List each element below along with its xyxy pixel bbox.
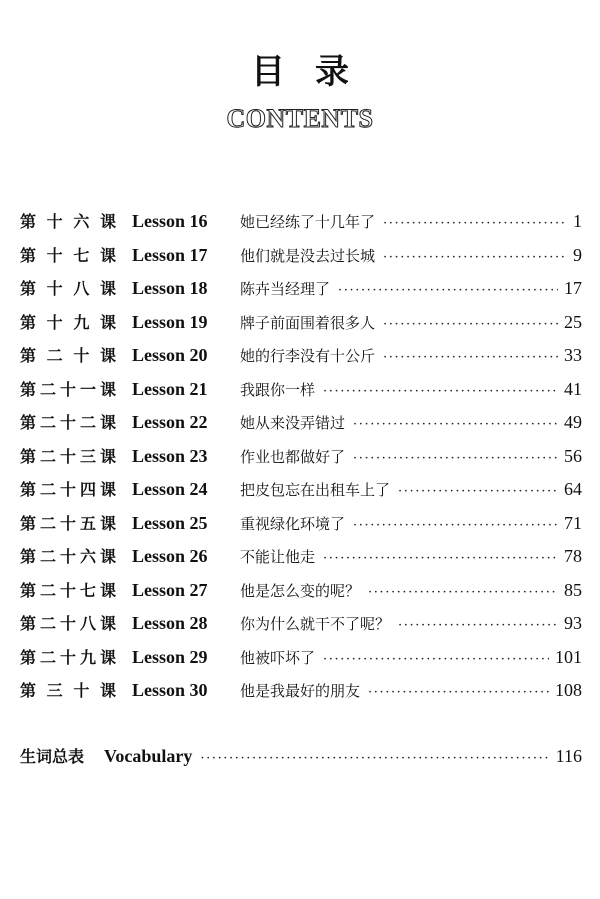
dot-leader <box>368 576 558 610</box>
lesson-number-char: 十 <box>46 279 63 298</box>
lesson-number-zh <box>20 205 116 239</box>
lesson-number-char: 第 <box>20 547 37 566</box>
lesson-number-char: 二 <box>39 413 56 432</box>
lesson-number-char: 八 <box>73 279 90 298</box>
lesson-number-en: Lesson 22 <box>132 412 208 432</box>
lesson-number-en: Lesson 21 <box>132 378 208 399</box>
toc-entry[interactable] <box>20 440 582 474</box>
lesson-number-char: 十 <box>59 547 76 566</box>
lesson-title: 牌子前面围着很多人 <box>240 313 376 332</box>
lesson-number-char: 第 <box>20 279 37 298</box>
lesson-number-zh <box>20 540 116 574</box>
lesson-number-zh <box>20 674 116 708</box>
toc-entry-vocabulary[interactable] <box>20 740 582 774</box>
lesson-number-char: 七 <box>73 245 90 265</box>
lesson-number-en: Lesson 19 <box>132 311 208 332</box>
lesson-number-zh <box>20 574 116 608</box>
toc-entry[interactable] <box>20 306 582 340</box>
lesson-number-zh <box>20 306 116 340</box>
toc-entry[interactable] <box>20 205 582 239</box>
dot-leader <box>323 643 549 677</box>
toc-entry[interactable] <box>20 674 582 708</box>
page-number: 9 <box>573 244 582 265</box>
lesson-number-char: 八 <box>79 614 96 633</box>
lesson-number-zh <box>20 607 116 641</box>
page-number: 85 <box>564 579 582 600</box>
dot-leader <box>353 509 558 543</box>
lesson-number-char: 第 <box>20 346 37 365</box>
lesson-number-en: Lesson 29 <box>132 646 208 667</box>
toc-entry[interactable] <box>20 272 582 306</box>
lesson-number-char: 课 <box>99 346 116 365</box>
lesson-number-char: 第 <box>20 681 37 700</box>
toc-entry[interactable] <box>20 239 582 273</box>
toc-entry[interactable] <box>20 574 582 608</box>
lesson-number-char: 二 <box>39 547 56 566</box>
lesson-title: 你为什么就干不了呢？ <box>240 615 391 633</box>
lesson-number-char: 三 <box>79 446 96 466</box>
lesson-number-char: 二 <box>39 647 56 667</box>
lesson-number-char: 第 <box>20 480 37 499</box>
dot-leader <box>338 274 558 308</box>
lesson-number-char: 课 <box>99 379 116 399</box>
table-of-contents <box>20 205 582 708</box>
lesson-number-char: 课 <box>99 480 116 499</box>
lesson-number-char: 课 <box>99 212 116 231</box>
lesson-title: 他们就是没去过长城 <box>240 246 376 265</box>
dot-leader <box>368 676 549 710</box>
toc-entry[interactable] <box>20 641 582 675</box>
toc-entry[interactable] <box>20 406 582 440</box>
lesson-number-char: 二 <box>39 446 56 466</box>
lesson-number-char: 五 <box>79 513 96 533</box>
lesson-number-char: 六 <box>73 212 90 231</box>
lesson-number-char: 十 <box>59 446 76 466</box>
toc-entry[interactable] <box>20 473 582 507</box>
lesson-number-char: 第 <box>20 647 37 667</box>
page-number: 64 <box>564 479 582 499</box>
lesson-number-char: 课 <box>99 580 116 600</box>
lesson-number-char: 课 <box>99 245 116 265</box>
lesson-number-en: Lesson 20 <box>132 345 208 365</box>
lesson-title: 我跟你一样 <box>240 380 316 399</box>
lesson-number-zh <box>20 473 116 507</box>
lesson-number-char: 课 <box>99 312 116 332</box>
lesson-number-zh <box>20 272 116 306</box>
dot-leader <box>353 408 558 442</box>
lesson-number-char: 十 <box>59 614 76 633</box>
lesson-number-char: 十 <box>46 245 63 265</box>
lesson-title: 他是我最好的朋友 <box>240 682 361 700</box>
dot-leader <box>323 542 558 576</box>
lesson-number-char: 第 <box>20 513 37 533</box>
lesson-number-char: 第 <box>20 312 37 332</box>
lesson-number-char: 十 <box>59 580 76 600</box>
page-number: 49 <box>564 412 582 432</box>
vocabulary-label-en: Vocabulary <box>104 746 193 766</box>
lesson-title: 不能让他走 <box>240 548 316 566</box>
lesson-number-char: 十 <box>46 312 63 332</box>
page-number: 108 <box>555 680 582 700</box>
toc-entry[interactable] <box>20 373 582 407</box>
lesson-number-en: Lesson 25 <box>132 512 208 533</box>
dot-leader <box>383 308 558 342</box>
lesson-number-char: 课 <box>99 681 116 700</box>
lesson-number-char: 第 <box>20 614 37 633</box>
lesson-title: 他被吓坏了 <box>240 648 316 667</box>
lesson-number-zh <box>20 239 116 273</box>
page-number: 78 <box>564 546 582 566</box>
lesson-number-char: 七 <box>79 580 96 600</box>
lesson-number-char: 九 <box>73 312 90 332</box>
lesson-number-char: 课 <box>99 279 116 298</box>
vocabulary-label-zh: 生词总表 <box>20 747 85 766</box>
lesson-title: 他是怎么变的呢？ <box>240 581 361 600</box>
dot-leader <box>398 475 558 509</box>
lesson-number-char: 二 <box>46 346 63 365</box>
lesson-number-en: Lesson 17 <box>132 244 208 265</box>
lesson-number-char: 二 <box>39 614 56 633</box>
dot-leader <box>398 609 558 643</box>
lesson-title: 把皮包忘在出租车上了 <box>240 481 391 499</box>
lesson-number-en: Lesson 28 <box>132 613 208 633</box>
dot-leader <box>383 207 567 241</box>
page-number: 25 <box>564 311 582 332</box>
lesson-number-zh <box>20 339 116 373</box>
lesson-number-char: 十 <box>59 647 76 667</box>
page-number: 56 <box>564 445 582 466</box>
lesson-number-char: 十 <box>59 413 76 432</box>
lesson-number-char: 第 <box>20 379 37 399</box>
lesson-number-en: Lesson 18 <box>132 278 208 298</box>
lesson-title: 陈卉当经理了 <box>240 280 331 298</box>
lesson-number-char: 十 <box>73 346 90 365</box>
lesson-number-char: 课 <box>99 513 116 533</box>
lesson-number-char: 第 <box>20 413 37 432</box>
lesson-number-char: 课 <box>99 547 116 566</box>
lesson-number-char: 二 <box>39 480 56 499</box>
lesson-number-char: 十 <box>59 513 76 533</box>
lesson-number-en: Lesson 26 <box>132 546 208 566</box>
lesson-number-char: 十 <box>73 681 90 700</box>
dot-leader <box>323 375 558 409</box>
lesson-number-char: 三 <box>46 681 63 700</box>
page-number: 71 <box>564 512 582 533</box>
lesson-title: 作业也都做好了 <box>240 447 346 466</box>
lesson-number-char: 第 <box>20 580 37 600</box>
lesson-number-char: 二 <box>79 413 96 432</box>
toc-entry[interactable] <box>20 507 582 541</box>
lesson-number-en: Lesson 30 <box>132 680 208 700</box>
page-title: 目录 <box>251 52 379 92</box>
page-number: 101 <box>555 646 582 667</box>
lesson-number-char: 课 <box>99 413 116 432</box>
lesson-number-zh <box>20 440 116 474</box>
lesson-number-char: 二 <box>39 580 56 600</box>
dot-leader <box>200 742 549 776</box>
toc-entry[interactable] <box>20 540 582 574</box>
lesson-number-char: 二 <box>39 379 56 399</box>
lesson-number-char: 十 <box>59 480 76 499</box>
lesson-title: 她从来没弄错过 <box>240 414 346 432</box>
lesson-number-char: 课 <box>99 647 116 667</box>
lesson-number-char: 课 <box>99 446 116 466</box>
lesson-number-char: 课 <box>99 614 116 633</box>
lesson-number-en: Lesson 24 <box>132 479 208 499</box>
lesson-number-char: 九 <box>79 647 96 667</box>
lesson-number-char: 二 <box>39 513 56 533</box>
lesson-title: 她的行李没有十公斤 <box>240 347 376 365</box>
lesson-number-en: Lesson 16 <box>132 211 208 231</box>
lesson-number-char: 十 <box>46 212 63 231</box>
lesson-number-char: 第 <box>20 245 37 265</box>
dot-leader <box>383 341 558 375</box>
lesson-number-char: 一 <box>79 379 96 399</box>
lesson-title: 重视绿化环境了 <box>240 514 346 533</box>
vocabulary-page: 116 <box>555 746 582 766</box>
page-number: 41 <box>564 378 582 399</box>
lesson-title: 她已经练了十几年了 <box>240 213 376 231</box>
lesson-number-zh <box>20 507 116 541</box>
lesson-number-zh <box>20 406 116 440</box>
dot-leader <box>383 241 567 275</box>
lesson-number-char: 十 <box>59 379 76 399</box>
lesson-number-zh <box>20 373 116 407</box>
toc-entry[interactable] <box>20 607 582 641</box>
lesson-number-char: 四 <box>79 480 96 499</box>
lesson-number-char: 第 <box>20 446 37 466</box>
dot-leader <box>353 442 558 476</box>
page-number: 17 <box>564 278 582 298</box>
lesson-number-zh <box>20 641 116 675</box>
lesson-number-char: 六 <box>79 547 96 566</box>
page-subtitle: CONTENTS <box>226 104 374 133</box>
toc-entry[interactable] <box>20 339 582 373</box>
page-number: 1 <box>573 211 582 231</box>
page-number: 33 <box>564 345 582 365</box>
lesson-number-en: Lesson 27 <box>132 579 208 600</box>
page-number: 93 <box>564 613 582 633</box>
lesson-number-char: 第 <box>20 212 37 231</box>
lesson-number-en: Lesson 23 <box>132 445 208 466</box>
